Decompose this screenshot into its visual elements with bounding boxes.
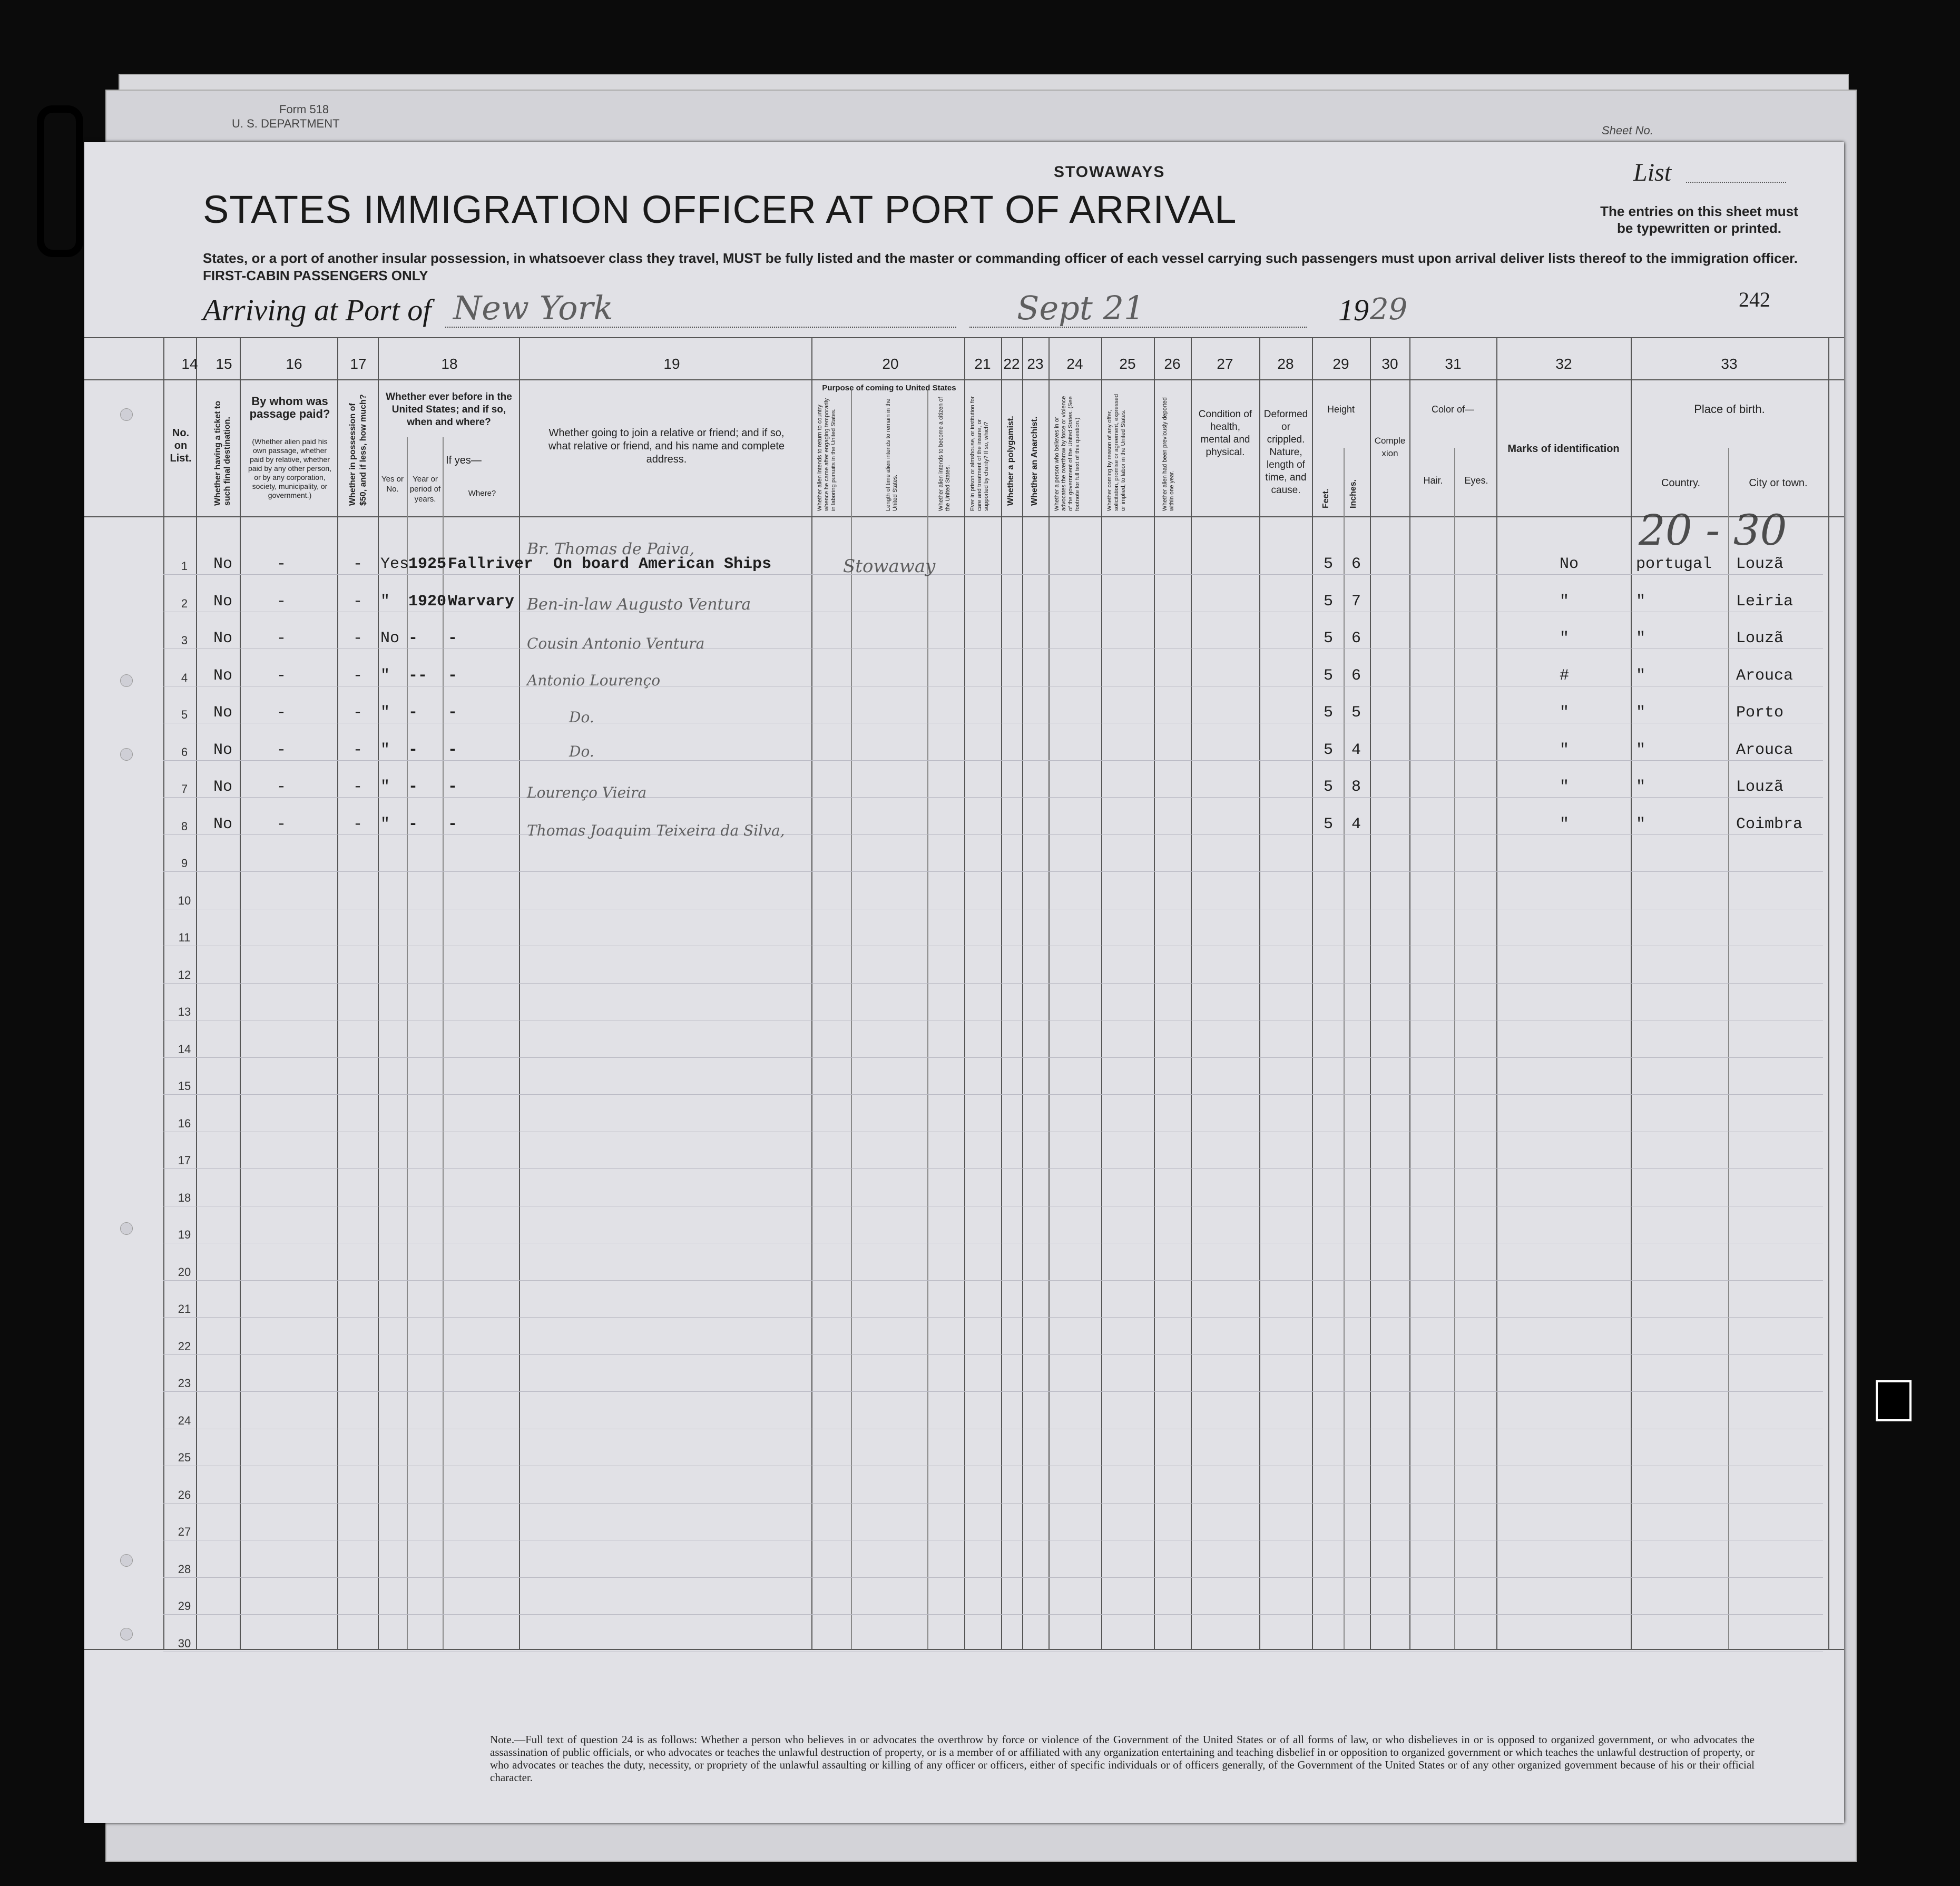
colnum-16: 16 [286,356,302,372]
table-bottom-rule [84,1649,1844,1650]
port-handwritten: New York [453,289,613,327]
entries-note: The entries on this sheet must be typewritten or printed. [1600,203,1798,236]
row-number: 9 [181,857,188,870]
row-number: 11 [178,931,191,944]
header-purpose-a: Whether alien intends to return to country whence he came after engaging temporarily in laboring pursuits in the United States. [817,398,837,511]
height-feet-cell: 5 [1324,666,1334,685]
row-number: 19 [178,1228,191,1241]
city-cell: Louzã [1736,778,1784,796]
ticket-cell: No [213,778,233,796]
city-cell: Louzã [1736,555,1784,573]
city-cell: Louzã [1736,630,1784,647]
department-label: U. S. DEPARTMENT [232,117,340,130]
row-number: 21 [178,1302,191,1315]
yes-no-cell: " [380,666,390,685]
ticket-cell: No [213,630,233,647]
where-cell: - [448,630,458,647]
header-money: Whether in possession of $50, and if less, how much? [348,394,368,506]
col-divider [927,390,928,1649]
handwritten-note: Thomas Joaquim Teixeira da Silva, [527,822,785,839]
header-passage-sub: (Whether alien paid his own passage, whether paid by relative, whether paid by any other person, or by any corporation, society, municipality, or government.) [248,437,331,499]
header-purpose: Purpose of coming to United States [822,384,956,392]
passage-paid-cell: - [277,778,287,796]
colnum-33: 33 [1721,356,1738,372]
col-divider [1001,337,1002,1649]
row-number: 3 [181,634,188,647]
row-number: 27 [178,1525,191,1538]
colnum-15: 15 [215,356,232,372]
year-cell: - [408,778,418,796]
row-rule [163,983,1823,984]
where-cell: - [448,741,458,759]
passage-paid-cell: - [277,815,287,833]
height-feet-cell: 5 [1324,630,1334,647]
header-country: Country. [1661,477,1701,489]
height-feet-cell: 5 [1324,704,1334,722]
binder-tab-icon [1876,1380,1912,1421]
punch-hole [120,408,133,421]
marks-cell: " [1560,815,1570,833]
row-number: 26 [178,1488,191,1501]
year-cell: -- [408,666,428,685]
row-number: 14 [178,1042,191,1056]
row-number: 25 [178,1451,191,1464]
row-number: 4 [181,671,188,684]
marks-cell: " [1560,592,1570,611]
date-line [969,327,1307,328]
col-divider [1191,337,1192,1649]
join-relative-cell: On board American Ships [553,555,772,573]
where-cell: - [448,704,458,722]
col-divider [851,390,852,1649]
col-divider [337,337,338,1649]
row-number: 1 [181,559,188,573]
row-number: 8 [181,819,188,833]
height-inches-cell: 4 [1351,815,1361,833]
list-label: List [1633,159,1672,186]
col-divider [1631,337,1632,1649]
col-divider [1022,337,1023,1649]
ticket-cell: No [213,555,233,573]
money-cell: - [353,630,363,647]
ticket-cell: No [213,592,233,611]
row-rule [163,871,1823,872]
row-rule [163,1317,1823,1318]
row-number: 5 [181,708,188,721]
row-number: 2 [181,596,188,610]
col-divider [1259,337,1260,1649]
binder-clip-icon [37,105,83,257]
row-number: 10 [178,893,191,907]
height-inches-cell: 8 [1351,778,1361,796]
colnum-29: 29 [1332,356,1349,372]
passage-paid-cell: - [277,704,287,722]
row-number: 13 [178,1005,191,1018]
col-divider [811,337,812,1649]
country-cell: " [1636,666,1646,685]
header-health: Condition of health, mental and physical. [1198,409,1252,458]
colnum-19: 19 [663,356,680,372]
form-number: Form 518 [279,103,329,116]
header-place-of-birth: Place of birth. [1694,402,1765,416]
city-cell: Leiria [1736,592,1794,611]
punch-hole [120,1628,133,1641]
row-rule [163,1168,1823,1169]
row-number: 28 [178,1562,191,1576]
header-passage-paid: By whom was passage paid? [249,395,330,420]
row-rule [163,1057,1823,1058]
colnum-22: 22 [1003,356,1020,372]
row-rule [163,1577,1823,1578]
where-cell: - [448,778,458,796]
where-cell: Warvary [448,592,515,611]
colnum-14: 14 [181,356,198,372]
header-polygamist: Whether a polygamist. [1006,416,1015,506]
height-feet-cell: 5 [1324,815,1334,833]
header-join-relative: Whether going to join a relative or friend; and if so, what relative or friend, and his name and complete address. [548,427,785,465]
header-overthrow: Whether a person who believes in or advocates the overthrow by force or violence of the government of the United States. (See footnote for full text of this question.) [1054,396,1081,511]
header-purpose-c: Whether alien intends to become a citizen of the United States. [938,397,951,511]
colnum-32: 32 [1555,356,1572,372]
header-inches: Inches. [1349,479,1358,508]
colnum-26: 26 [1164,356,1181,372]
col-divider [1409,337,1410,1649]
country-cell: " [1636,778,1646,796]
city-cell: Coimbra [1736,815,1803,833]
header-hair: Hair. [1423,475,1443,486]
where-cell: - [448,666,458,685]
money-cell: - [353,704,363,722]
height-inches-cell: 6 [1351,555,1361,573]
col-divider [1454,448,1455,1649]
year-cell: - [408,815,418,833]
header-deformed: Deformed or crippled. Nature, length of time, and cause. [1263,409,1308,496]
colnum-24: 24 [1066,356,1083,372]
header-eyes: Eyes. [1464,475,1488,486]
col-divider [240,337,241,1649]
money-cell: - [353,778,363,796]
col-divider [1496,337,1497,1649]
date-handwritten: Sept 21 [1017,289,1145,327]
marks-cell: " [1560,741,1570,759]
yes-no-cell: " [380,778,390,796]
where-cell: - [448,815,458,833]
country-cell: " [1636,741,1646,759]
money-cell: - [353,555,363,573]
ticket-cell: No [213,815,233,833]
colnum-20: 20 [882,356,899,372]
year-cell: - [408,630,418,647]
handwritten-note: Lourenço Vieira [527,784,647,801]
row-rule [163,797,1823,798]
year-cell: - [408,704,418,722]
row-number: 12 [178,968,191,981]
col-divider [1101,337,1102,1649]
header-city: City or town. [1749,477,1808,489]
row-number: 29 [178,1599,191,1613]
money-cell: - [353,592,363,611]
col-divider [1344,448,1345,1649]
yes-no-cell: " [380,741,390,759]
row-number: 22 [178,1339,191,1353]
col-divider [1828,337,1829,1649]
where-cell: Fallriver [448,555,534,573]
country-cell: " [1636,815,1646,833]
list-line [1686,182,1786,183]
city-cell: Arouca [1736,741,1794,759]
col-divider [1728,448,1729,1649]
passage-paid-cell: - [277,666,287,685]
col-divider [1312,337,1313,1649]
row-rule [163,1391,1823,1392]
header-color-of: Color of— [1431,404,1475,415]
colnum-17: 17 [350,356,367,372]
money-cell: - [353,666,363,685]
passage-paid-cell: - [277,555,287,573]
handwritten-note: Ben-in-law Augusto Ventura [527,595,751,614]
row-number: 15 [178,1079,191,1093]
col-divider [519,337,520,1649]
city-cell: Arouca [1736,666,1794,685]
height-feet-cell: 5 [1324,592,1334,611]
colnum-23: 23 [1027,356,1044,372]
header-no-on-list: No. on List. [170,427,192,464]
header-anarchist: Whether an Anarchist. [1030,416,1039,506]
ticket-cell: No [213,666,233,685]
height-inches-cell: 6 [1351,630,1361,647]
header-labor-offer: Whether coming by reason of any offer, solicitation, promise or agreement, expressed or implied, to labor in the United States. [1106,394,1126,511]
money-cell: - [353,815,363,833]
ticket-cell: No [213,704,233,722]
passage-paid-cell: - [277,741,287,759]
height-inches-cell: 7 [1351,592,1361,611]
row-number: 6 [181,745,188,759]
money-cell: - [353,741,363,759]
row-rule [163,1354,1823,1355]
row-number: 17 [178,1154,191,1167]
year-cell: 1925 [408,555,447,573]
handwritten-note: Br. Thomas de Paiva, [527,540,695,558]
handwritten-note: Cousin Antonio Ventura [527,635,705,652]
col-divider [196,337,197,1649]
colnum-30: 30 [1381,356,1398,372]
height-inches-cell: 6 [1351,666,1361,685]
intro-text: States, or a port of another insular possession, in whatsoever class they travel, MUST be fully listed and the master or commanding officer of each vessel carrying such passengers must upon arrival deliver lists thereof to the immigration officer. [203,250,1798,266]
row-rule [163,760,1823,761]
page-title: STATES IMMIGRATION OFFICER AT PORT OF ARRIVAL [203,188,1237,231]
header-if-yes: If yes— [446,455,482,466]
yes-no-cell: " [380,815,390,833]
row-number: 30 [178,1636,191,1650]
header-prison: Ever in prison or almshouse, or institution for care and treatment of the insane, or supported by charity? If so, which? [969,396,989,511]
marks-cell: No [1560,555,1579,573]
col-divider [964,337,965,1649]
col-divider [378,337,379,1649]
col-divider [1154,337,1155,1649]
height-inches-cell: 4 [1351,741,1361,759]
colnum-28: 28 [1277,356,1294,372]
year-cell: - [408,741,418,759]
marks-cell: " [1560,704,1570,722]
row-number: 18 [178,1191,191,1204]
header-deported: Whether alien had been previously deported within one year. [1162,397,1175,511]
row-rule [163,1614,1823,1615]
year-handwritten: 29 [1370,292,1408,327]
colnum-27: 27 [1217,356,1233,372]
row-number: 24 [178,1413,191,1427]
country-cell: " [1636,704,1646,722]
header-height: Height [1327,404,1355,415]
punch-hole [120,1222,133,1235]
header-before-in-us: Whether ever before in the United States; and if so, when and where? [386,391,512,428]
col-divider [1048,337,1050,1649]
header-year: Year or period of years. [409,475,441,504]
handwritten-note: Antonio Lourenço [527,672,661,689]
yes-no-cell: Yes [380,555,409,573]
first-cabin-label: FIRST-CABIN PASSENGERS ONLY [203,268,428,283]
row-rule [163,1094,1823,1095]
marks-cell: " [1560,630,1570,647]
row-number: 20 [178,1265,191,1279]
country-cell: " [1636,630,1646,647]
col-divider [407,437,408,1649]
port-line [445,327,956,328]
header-ticket: Whether having a ticket to such final destination. [213,400,232,506]
footnote: Note.—Full text of question 24 is as follows: Whether a person who believes in or advocates the overthrow by force or violence of the Government of the United States or of all forms of law, or who disbelieves in or is opposed to organized government, or who advocates the assassination of public officials, or who advocates or teaches the unlawful destruction of property, or is a member of or affiliated with any organization entertaining and teaching disbelief in or opposition to organized government or which teaches the unlawful destruction of property, or who advocates or teaches the duty, necessity, or propriety of the unlawful assaulting or killing of any officer or officers, either of specific individuals or of officers generally, of the Government of the United States or of any other organized government because of his or their official character. [490,1733,1755,1784]
yes-no-cell: " [380,592,390,611]
yes-no-cell: " [380,704,390,722]
colnum-25: 25 [1119,356,1136,372]
height-feet-cell: 5 [1324,555,1334,573]
country-cell: " [1636,592,1646,611]
header-yes-no: Yes or No. [381,475,404,494]
row-rule [163,834,1823,835]
passage-paid-cell: - [277,630,287,647]
marks-cell: " [1560,778,1570,796]
yes-no-cell: No [380,630,400,647]
height-feet-cell: 5 [1324,741,1334,759]
row-rule [163,1503,1823,1504]
col-divider [1370,337,1371,1649]
punch-hole [120,748,133,761]
punch-hole [120,674,133,687]
country-cell: portugal [1636,555,1712,573]
header-marks: Marks of identification [1507,443,1620,455]
colnum-21: 21 [974,356,991,372]
handwritten-note: Do. [569,743,594,760]
height-inches-cell: 5 [1351,704,1361,722]
header-complexion: Complexion [1374,436,1406,458]
city-cell: Porto [1736,704,1784,722]
stowaways-stamp: STOWAWAYS [1054,163,1165,181]
sheet-no-label: Sheet No. [1602,124,1653,137]
header-feet: Feet. [1321,488,1330,508]
marks-cell: # [1560,666,1570,685]
handwritten-note: Do. [569,709,594,726]
row-number: 16 [178,1116,191,1130]
col-divider [163,337,164,1649]
row-number: 7 [181,782,188,795]
height-feet-cell: 5 [1324,778,1334,796]
header-purpose-b: Length of time alien intends to remain in the United States. [885,398,898,511]
passage-paid-cell: - [277,592,287,611]
year-prefix: 19 [1338,293,1369,327]
year-cell: 1920 [408,592,447,611]
row-number: 23 [178,1377,191,1390]
row-rule [163,1280,1823,1281]
handwritten-note: Stowaway [843,556,936,577]
page-number: 242 [1739,288,1770,311]
handwritten-age-range: 20 - 30 [1639,506,1787,555]
colnum-18: 18 [441,356,458,372]
col-divider [443,437,444,1649]
colnum-31: 31 [1445,356,1462,372]
ticket-cell: No [213,741,233,759]
punch-hole [120,1554,133,1567]
row-rule [163,574,1823,575]
header-where: Where? [468,489,496,498]
arriving-label: Arriving at Port of [203,293,432,327]
